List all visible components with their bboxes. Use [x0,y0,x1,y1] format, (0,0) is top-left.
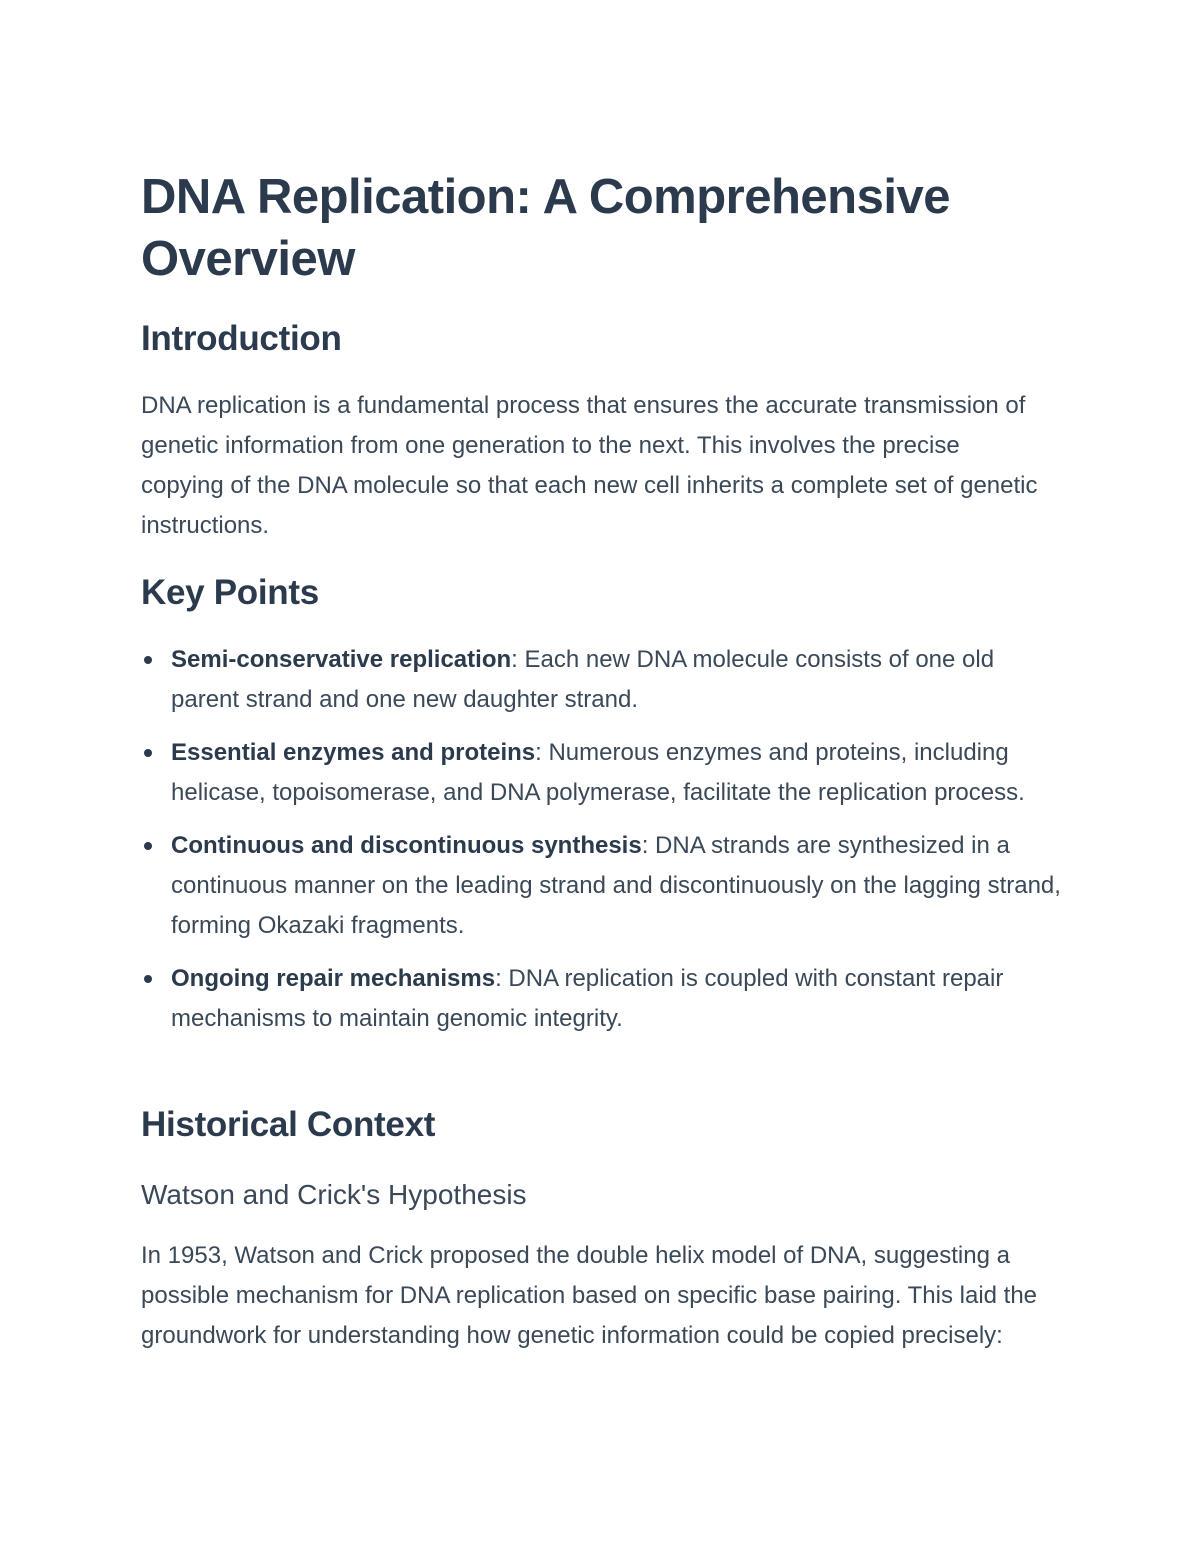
historical-context-paragraph: In 1953, Watson and Crick proposed the double helix model of DNA, suggesting a possible mechanism for DNA replication based on specific base pairing. This laid the groundwork for understanding how genetic information could be copied precisely: [141,1242,1038,1349]
bullet-icon [144,842,152,850]
introduction-heading: Introduction [141,319,342,358]
bullet-icon [144,749,152,757]
bullet-text: : DNA strands are synthesized in a continuous manner on the leading strand and discontinuously on the lagging strand, forming Okazaki fragments. [171,832,1061,939]
bullet-text: : Numerous enzymes and proteins, including helicase, topoisomerase, and DNA polymerase, facilitate the replication process. [171,739,1025,806]
bullet-term: Essential enzymes and proteins [171,739,536,766]
key-points-list [141,640,1061,1052]
bullet-term: Semi-conservative replication [171,646,512,673]
bullet-term: Continuous and discontinuous synthesis [171,832,642,859]
bullet-icon [144,656,152,664]
bullet-icon [144,975,152,983]
list-item [141,826,1061,946]
historical-context-heading: Historical Context [141,1105,436,1144]
bullet-text: : Each new DNA molecule consists of one old parent strand and one new daughter strand. [171,646,995,713]
bullet-text: : DNA replication is coupled with constant repair mechanisms to maintain genomic integrity. [171,965,1004,1032]
list-item [141,733,1061,813]
watson-crick-subheading: Watson and Crick's Hypothesis [141,1179,527,1210]
document-title: DNA Replication: A Comprehensive Overview [141,170,950,286]
key-points-heading: Key Points [141,573,319,612]
list-item [141,640,1061,720]
list-item [141,959,1061,1039]
bullet-term: Ongoing repair mechanisms [171,965,496,992]
introduction-paragraph: DNA replication is a fundamental process that ensures the accurate transmission of genetic information from one generation to the next. This involves the precise copying of the DNA molecule so that each new cell inherits a complete set of genetic instructions. [141,392,1038,539]
